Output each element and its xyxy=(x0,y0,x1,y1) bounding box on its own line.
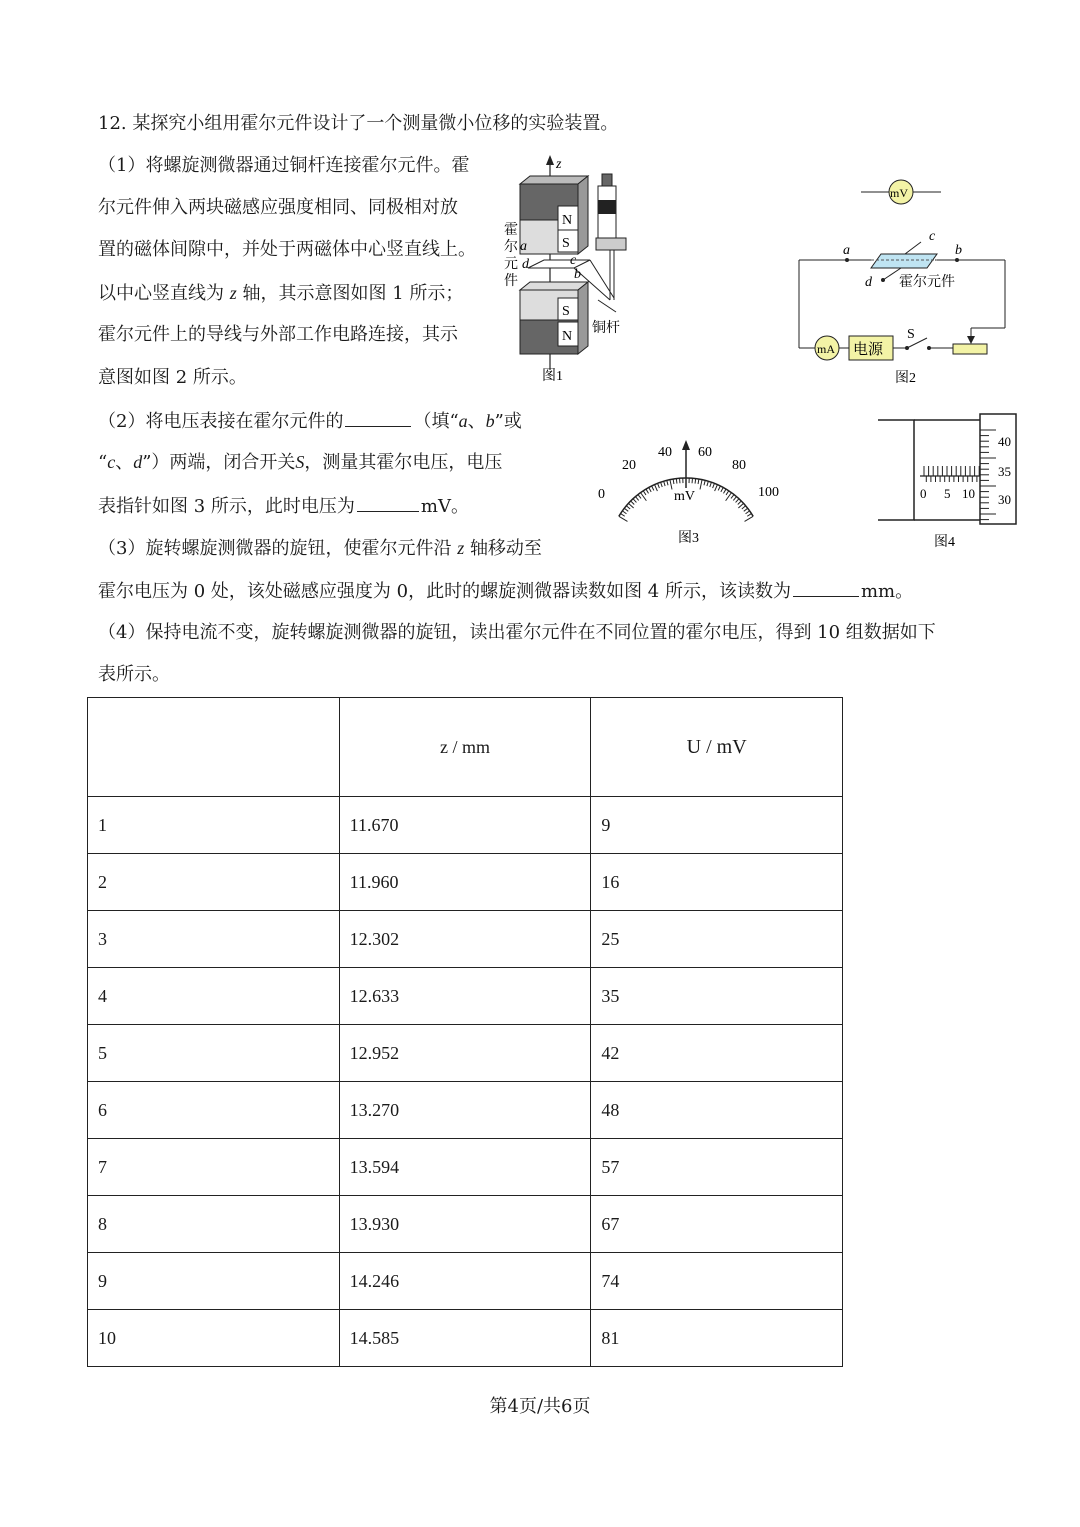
table-cell: 57 xyxy=(591,1139,843,1196)
p1-line-3: 置的磁体间隙中，并处于两磁体中心竖直线上。 xyxy=(98,239,476,260)
p1-line-6: 意图如图 2 所示。 xyxy=(98,367,247,388)
table-cell: 16 xyxy=(591,854,843,911)
fig3-unit: mV xyxy=(674,489,695,504)
p2-end: 。 xyxy=(450,496,469,517)
p3-unit: mm xyxy=(860,581,896,602)
p2-text-g: 表指针如图 3 所示，此时电压为 xyxy=(98,496,355,517)
table-cell: 67 xyxy=(591,1196,843,1253)
figure-3 xyxy=(594,436,794,550)
dial-tick xyxy=(738,501,742,505)
p2-text-a: （2）将电压表接在霍尔元件的 xyxy=(98,411,344,432)
p1-line-4b: 轴，其示意图如图 1 所示； xyxy=(242,283,464,304)
p2-line-3 xyxy=(98,493,469,519)
question-stem: 12. 某探究小组用霍尔元件设计了一个测量微小位移的实验装置。 xyxy=(98,113,619,134)
dial-tick xyxy=(733,497,736,501)
table-cell: 7 xyxy=(88,1139,340,1196)
fig1-axis-z: z xyxy=(556,157,562,172)
table-cell: 3 xyxy=(88,911,340,968)
fig2-a: a xyxy=(843,243,850,258)
fig4-caption: 图4 xyxy=(934,535,955,550)
dial-tick xyxy=(652,486,654,490)
dial-tick xyxy=(744,508,748,511)
table-cell: 74 xyxy=(591,1253,843,1310)
dial-tick xyxy=(667,480,668,485)
p3-line-2 xyxy=(98,578,913,604)
figure-1 xyxy=(498,150,638,390)
dial-needle-head xyxy=(682,440,690,450)
dial-tick xyxy=(664,481,665,486)
fig1-label-er: 尔 xyxy=(504,240,518,255)
fig2-c: c xyxy=(929,229,936,244)
dial-tick xyxy=(746,511,750,514)
dial-tick xyxy=(718,486,720,490)
p2-line-2 xyxy=(98,450,502,475)
table-cell: 14.585 xyxy=(339,1310,591,1367)
dial-tick xyxy=(698,479,699,484)
page-footer: 第4页/共6页 xyxy=(489,1396,591,1417)
fig1-label-jian: 件 xyxy=(504,274,518,289)
p4-line-1: （4）保持电流不变，旋转螺旋测微器的旋钮，读出霍尔元件在不同位置的霍尔电压，得到 10 组数据如下 xyxy=(98,622,936,643)
var-b: b xyxy=(485,411,495,431)
answer-blank-reading[interactable] xyxy=(793,578,859,597)
p2-line-1 xyxy=(98,408,522,434)
p2-sep-2: 、 xyxy=(115,452,134,473)
dial-tick xyxy=(661,482,663,487)
table-header-index xyxy=(88,698,340,797)
p2-text-c: ”或 xyxy=(494,411,522,432)
dial-tick xyxy=(731,495,734,499)
dial-tick xyxy=(742,506,746,509)
table-row xyxy=(88,1253,843,1310)
table-cell: 81 xyxy=(591,1310,843,1367)
fig3-caption: 图3 xyxy=(678,531,699,546)
table-cell: 13.270 xyxy=(339,1082,591,1139)
fig2-d: d xyxy=(865,275,872,290)
z-variable: z xyxy=(229,283,237,303)
dial-tick xyxy=(713,483,715,488)
p2-text-e: ”）两端，闭合开关 xyxy=(142,452,296,473)
dial-tick xyxy=(633,499,636,503)
fig1-b: b xyxy=(574,267,581,282)
p2-text-f: ，测量其霍尔电压，电压 xyxy=(304,452,503,473)
p2-unit: mV xyxy=(420,496,451,517)
table-cell: 42 xyxy=(591,1025,843,1082)
fig1-label-huo: 霍 xyxy=(504,223,518,238)
table-row xyxy=(88,1025,843,1082)
fig1-top-S: S xyxy=(562,236,570,251)
figure-4 xyxy=(872,410,1022,554)
dial-tick xyxy=(626,506,630,509)
figure-2 xyxy=(795,172,1015,392)
fig1-rod-label: 铜杆 xyxy=(592,321,620,336)
table-cell: 12.633 xyxy=(339,968,591,1025)
table-cell: 25 xyxy=(591,911,843,968)
table-cell: 48 xyxy=(591,1082,843,1139)
fig3-tick-40: 40 xyxy=(658,445,672,460)
p3-end: 。 xyxy=(895,581,914,602)
dial-tick xyxy=(704,480,705,485)
table-cell: 2 xyxy=(88,854,340,911)
table-cell: 14.246 xyxy=(339,1253,591,1310)
z-variable-2: z xyxy=(457,538,465,558)
p2-sep-1: 、 xyxy=(467,411,486,432)
table-cell: 4 xyxy=(88,968,340,1025)
table-cell: 1 xyxy=(88,797,340,854)
dial-tick xyxy=(638,495,641,499)
fig4-thimble-35: 35 xyxy=(998,464,1011,479)
table-cell: 9 xyxy=(591,797,843,854)
p3-text-c: 霍尔电压为 0 处，该处磁感应强度为 0，此时的螺旋测微器读数如图 4 所示，该读数为 xyxy=(98,581,791,602)
table-row xyxy=(88,854,843,911)
fig2-ma-label: mA xyxy=(817,342,835,356)
p2-text-d: “ xyxy=(98,452,108,473)
dial-tick xyxy=(726,491,729,495)
fig1-bottom-S: S xyxy=(562,304,570,319)
fig3-tick-80: 80 xyxy=(732,458,746,473)
dial-tick xyxy=(710,482,712,487)
dial-tick xyxy=(715,485,718,491)
figure-3-drawing xyxy=(594,436,794,550)
table-cell: 12.952 xyxy=(339,1025,591,1082)
dial-tick xyxy=(631,501,635,505)
p4-line-2: 表所示。 xyxy=(98,664,170,685)
table-header-row xyxy=(88,698,843,797)
p3-text-b: 轴移动至 xyxy=(469,538,542,559)
table-cell: 10 xyxy=(88,1310,340,1367)
dial-tick xyxy=(622,511,626,514)
fig3-tick-20: 20 xyxy=(622,458,636,473)
p3-line-1 xyxy=(98,536,542,561)
table-row xyxy=(88,1139,843,1196)
var-d: d xyxy=(133,452,143,472)
fig1-caption: 图1 xyxy=(542,369,563,384)
dial-tick xyxy=(635,497,638,501)
data-table xyxy=(87,697,843,1367)
table-cell: 11.670 xyxy=(339,797,591,854)
fig1-c: c xyxy=(570,253,577,268)
dial-tick xyxy=(721,487,723,491)
fig2-switch-label: S xyxy=(907,327,915,342)
fig4-thimble-30: 30 xyxy=(998,492,1011,507)
fig4-thimble-40: 40 xyxy=(998,434,1011,449)
dial-tick xyxy=(695,479,696,484)
table-row xyxy=(88,797,843,854)
table-cell: 5 xyxy=(88,1025,340,1082)
table-cell: 35 xyxy=(591,968,843,1025)
var-s: S xyxy=(295,452,305,472)
p1-line-4 xyxy=(98,281,463,306)
figure-2-drawing xyxy=(795,172,1015,392)
dial-tick xyxy=(649,487,651,491)
p1-line-1: （1）将螺旋测微器通过铜杆连接霍尔元件。霍 xyxy=(98,155,470,176)
answer-blank-voltage[interactable] xyxy=(357,493,419,512)
dial-tick xyxy=(673,479,674,484)
dial-tick xyxy=(707,481,708,486)
fig2-caption: 图2 xyxy=(895,371,916,386)
dial-tick xyxy=(655,485,658,491)
dial-tick xyxy=(658,483,660,488)
fig2-mv-label: mV xyxy=(890,186,908,200)
fig2-b: b xyxy=(955,243,962,258)
dial-tick xyxy=(736,499,739,503)
dial-tick xyxy=(723,489,726,493)
table-cell: 9 xyxy=(88,1253,340,1310)
p1-line-2: 尔元件伸入两块磁感应强度相同、同极相对放 xyxy=(98,197,458,218)
fig3-tick-0: 0 xyxy=(598,487,605,502)
var-a: a xyxy=(458,411,468,431)
fig1-bottom-N: N xyxy=(562,329,573,344)
dial-tick xyxy=(643,491,646,495)
table-header-z: z / mm xyxy=(339,698,591,797)
table-cell: 8 xyxy=(88,1196,340,1253)
fig3-tick-60: 60 xyxy=(698,445,712,460)
table-cell: 13.930 xyxy=(339,1196,591,1253)
figure-1-drawing xyxy=(498,150,638,390)
dial-tick xyxy=(646,489,649,493)
p2-text-b: （填“ xyxy=(413,411,459,432)
dial-tick xyxy=(745,516,754,521)
fig4-main-10: 10 xyxy=(962,486,975,501)
micrometer-main-scale xyxy=(924,466,979,482)
table-header-u: U / mV xyxy=(591,698,843,797)
fig1-top-N: N xyxy=(562,213,573,228)
fig3-tick-100: 100 xyxy=(758,485,779,500)
fig4-main-5: 5 xyxy=(944,486,951,501)
fig1-a: a xyxy=(520,239,527,254)
dial-tick xyxy=(700,480,702,490)
table-cell: 13.594 xyxy=(339,1139,591,1196)
fig2-power-label: 电源 xyxy=(853,342,884,358)
p1-line-5: 霍尔元件上的导线与外部工作电路连接，其示 xyxy=(98,324,458,345)
table-row xyxy=(88,1310,843,1367)
voltmeter-dial xyxy=(619,440,753,521)
dial-tick xyxy=(628,503,633,508)
dial-tick xyxy=(621,514,625,517)
table-cell: 11.960 xyxy=(339,854,591,911)
p1-line-4a: 以中心竖直线为 xyxy=(98,283,224,304)
table-cell: 12.302 xyxy=(339,911,591,968)
p3-text-a: （3）旋转螺旋测微器的旋钮，使霍尔元件沿 xyxy=(98,538,452,559)
fig1-d: d xyxy=(522,257,529,272)
table-row xyxy=(88,1196,843,1253)
dial-tick xyxy=(747,514,751,517)
dial-tick xyxy=(676,479,677,484)
answer-blank-terminals[interactable] xyxy=(345,408,411,427)
dial-tick xyxy=(738,503,743,508)
table-cell: 6 xyxy=(88,1082,340,1139)
figure-4-drawing xyxy=(872,410,1022,554)
fig1-label-yuan: 元 xyxy=(504,257,518,272)
table-row xyxy=(88,1082,843,1139)
dial-tick xyxy=(624,508,628,511)
var-c: c xyxy=(107,452,116,472)
table-row xyxy=(88,911,843,968)
fig4-main-0: 0 xyxy=(920,486,927,501)
dial-tick xyxy=(619,516,628,521)
dial-tick xyxy=(670,480,672,490)
fig2-element-label: 霍尔元件 xyxy=(899,275,955,290)
table-row xyxy=(88,968,843,1025)
